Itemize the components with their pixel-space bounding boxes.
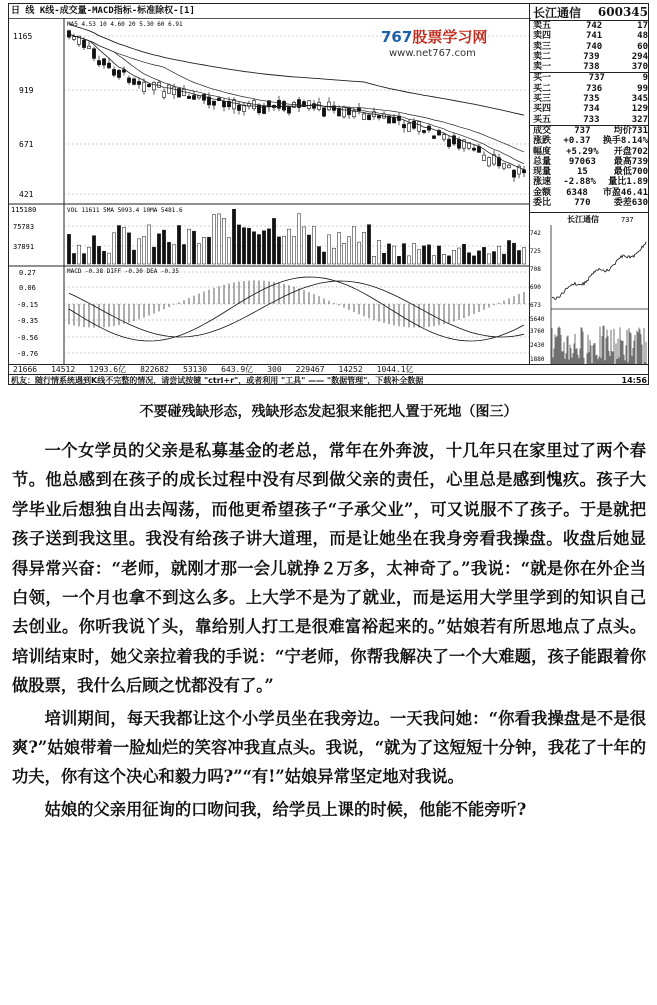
mini-axis-label: 2430 [530,342,545,349]
volume-bar [482,247,485,264]
candle-body [112,69,115,75]
volume-bar [452,250,455,264]
quote-cell: 量比 [608,177,627,188]
candle-body [192,95,195,99]
candle-body [447,139,450,146]
mini-axis-label: 725 [530,248,541,255]
volume-bar [197,244,200,264]
volume-bar [382,253,385,264]
volume-bar [127,233,130,264]
macd-dea-line [69,281,524,337]
candle-body [147,84,150,86]
candle-body [87,46,90,48]
quote-row [530,62,649,72]
macd-axis-label: -0.35 [17,317,39,325]
quote-row [530,21,649,31]
quote-cell: 731 [631,125,648,136]
quote-row [530,84,649,94]
volume-bar [442,254,445,264]
candle-body [257,105,260,113]
watermark-url: www.net767.com [389,48,476,59]
volume-bar [67,234,70,264]
quote-row [530,52,649,62]
volume-bar [77,245,80,264]
candle-body [442,135,445,139]
volume-bar [82,254,85,264]
quote-cell: 涨跌 [533,136,552,147]
quote-cell: 15 [576,167,588,178]
volume-bar [297,214,300,264]
volume-bar [492,252,495,264]
candle-body [117,70,120,77]
quote-cell: 700 [631,167,648,178]
candle-body [152,82,155,89]
volume-bar [217,214,220,264]
quote-cell: 金额 [533,187,552,198]
quote-cell: -2.88% [563,177,596,188]
mini-axis-label: 5640 [530,316,545,323]
volume-bar [392,246,395,264]
quote-cell: 换手 [602,136,621,147]
quote-cell: 770 [574,198,591,209]
volume-legend: VOL 11611 5MA 5093.4 10MA 5481.6 [67,207,183,214]
candle-body [392,117,395,123]
candle-body [187,96,190,98]
candle-body [367,115,370,120]
quote-cell: 345 [631,94,648,105]
price-axis-label: 919 [19,86,34,95]
candle-body [162,92,165,98]
quote-cell: 735 [583,94,600,105]
quote-cell: 294 [631,51,648,62]
quote-cell: 1.89 [626,177,648,188]
macd-axis-label: -0.15 [17,301,39,309]
volume-bar [322,252,325,264]
quote-cell: 卖三 [533,41,552,52]
volume-bar [132,250,135,264]
watermark-text: 股票学习网 [412,28,488,46]
volume-bar [507,240,510,264]
volume-bar [187,229,190,264]
volume-bar [267,229,270,264]
candle-body [362,114,365,120]
volume-bar [222,218,225,264]
volume-bar [97,246,100,264]
quote-row [530,73,649,83]
volume-bar [422,246,425,264]
quote-cell: 737 [588,73,605,84]
candle-body [472,148,475,150]
quote-cell: 9 [642,73,648,84]
price-axis-label: 1165 [13,32,33,41]
price-axis-label: 671 [19,140,34,149]
volume-bar [107,253,110,264]
volume-bar [517,250,520,264]
candle-body [97,61,100,65]
status-item: 643.9亿 [221,365,254,374]
volume-bar [242,228,245,264]
quote-cell: 成交 [533,125,552,136]
quote-cell: 17 [637,21,648,31]
status-item: 229467 [295,365,325,374]
tip-bar [9,374,649,385]
volume-bar [117,226,120,264]
volume-bar [472,256,475,264]
quote-cell: 买四 [533,104,552,115]
quote-row [530,31,649,41]
volume-bar [457,248,460,264]
paragraph: 一个女学员的父亲是私募基金的老总，常年在外奔波，十几年只在家里过了两个春节。他总感到在孩子的成长过程中没有尽到做父亲的责任，心里总是感到愧疚。孩子大学毕业后想独自出去闯荡，而他更希望孩子“子承父业”，可又说服不了孩子。于是就把孩子送到我这里。我没有给孩子讲大道理，而是让她坐在我身旁看我操盘。收盘后她显得异常兴奋：“老师，就刚才那一会儿就挣２万多，太神奇了。”我说：“就是你在外企当白领，一个月也拿不到这么多。上大学不是为了就业，而是运用大学里学到的知识自己去创业。你听我说丫头，靠给别人打工是很难富裕起来的。”姑娘若有所思地点了点头。培训结束时，她父亲拉着我的手说：“宁老师，你帮我解决了一个大难题，孩子能跟着你做股票，我什么后顾之忧都没有了。” [12,441,646,696]
candle-body [237,105,240,110]
volume-bar [362,232,365,264]
mini-axis-label: 1880 [530,356,545,363]
status-item: 822682 [140,365,169,374]
volume-bar [287,229,290,264]
watermark-number: 767 [381,28,413,46]
volume-bar [177,226,180,264]
volume-bar [227,238,230,264]
volume-bar [312,227,315,264]
volume-bar [372,256,375,264]
candle-body [407,123,410,131]
quote-cell: 733 [583,114,600,125]
candle-body [102,59,105,65]
volume-bar [207,237,210,264]
quote-cell: 买五 [533,114,552,125]
quote-cell: 买一 [533,73,552,84]
quote-cell: 卖四 [533,31,552,42]
candle-body [507,165,510,168]
macd-legend: MACD -0.38 DIFF -0.30 DEA -0.35 [67,268,179,275]
volume-bar [477,251,480,264]
volume-bar [407,256,410,264]
quote-cell: 630 [631,198,648,209]
volume-bar [412,243,415,264]
quote-row [530,94,649,104]
status-item: 1293.6亿 [89,365,127,374]
volume-bar [72,253,75,264]
quote-row [530,198,649,208]
volume-bar [172,245,175,264]
volume-bar [247,228,250,264]
volume-bar [277,237,280,264]
candle-body [172,87,175,95]
volume-bar [307,235,310,264]
volume-bar [462,244,465,264]
quote-cell: 739 [631,156,648,167]
volume-bar [347,237,350,264]
quote-cell: 734 [583,104,600,115]
stock-chart-figure [8,3,649,385]
quote-cell: 委比 [533,198,552,209]
volume-bar [352,227,355,264]
quote-row [530,157,649,167]
quote-cell: 740 [585,41,603,52]
quote-cell: +5.29% [566,146,599,157]
candle-body [502,163,505,168]
quote-cell: 市盈 [602,187,621,198]
quote-cell: 买三 [533,94,552,105]
quote-cell: 739 [583,51,600,62]
candle-body [92,49,95,59]
mini-axis-label: 690 [530,284,541,291]
quote-cell: 327 [631,114,648,125]
volume-bar [262,231,265,264]
quote-row [530,115,649,125]
candle-body [487,157,490,165]
volume-bar [282,236,285,264]
quote-cell: +0.37 [563,136,591,147]
status-item: 14252 [338,365,363,374]
quote-cell: 最低 [613,167,632,178]
quote-cell: 均价 [613,125,632,136]
mini-axis-label: 742 [530,230,541,237]
quote-cell: 46.41 [620,187,648,198]
quote-cell: 涨速 [533,177,552,188]
volume-bar [467,253,470,264]
candle-body [417,122,420,132]
volume-bar [292,237,295,264]
quote-cell: 现量 [533,167,552,178]
mini-price: 737 [621,216,634,224]
candle-body [212,101,215,105]
candle-body [132,79,135,85]
candle-body [82,40,85,47]
volume-bar [122,228,125,264]
candle-body [137,81,140,84]
quote-cell: 742 [585,21,603,31]
quote-row [530,188,649,198]
candle-body [457,139,460,148]
candle-body [307,101,310,109]
stats-list [530,126,649,208]
quote-row [530,167,649,177]
volume-bar [437,246,440,264]
quote-cell: 741 [585,31,603,42]
volume-bar [92,236,95,264]
candle-body [422,130,425,132]
status-item: 14512 [51,365,76,374]
status-item: 21666 [13,365,38,374]
volume-bar [327,235,330,264]
ma-legend: MA5 4.53 10 4.60 20 5.30 60 6.91 [67,21,183,28]
article-body [12,436,646,824]
candle-body [107,63,110,68]
candle-body [342,107,345,117]
volume-bar [147,225,150,264]
ask-list [530,21,649,72]
candle-body [412,121,415,128]
volume-bar [202,237,205,264]
volume-bar [102,251,105,264]
quote-cell: 总量 [533,156,552,167]
quote-cell: 开盘 [613,146,632,157]
volume-bar [182,245,185,264]
quote-cell: 99 [637,83,648,94]
volume-bar [387,244,390,264]
candle-body [182,89,185,95]
quote-cell: 卖二 [533,51,552,62]
mini-axis-label: 673 [530,302,541,309]
quote-row [530,104,649,114]
volume-axis-label: 37891 [13,243,35,251]
paragraph: 姑娘的父亲用征询的口吻问我，给学员上课的时候，他能不能旁听? [44,799,527,819]
candle-body [322,108,325,116]
mini-price-line [552,242,646,299]
candle-body [167,85,170,93]
quote-cell: 6348 [566,187,588,198]
volume-bar [502,254,505,264]
clock: 14:56 [621,376,647,385]
volume-bar [332,248,335,264]
volume-bar [142,237,145,264]
candle-body [127,78,130,83]
watermark-logo [381,26,487,47]
macd-axis-label: -0.56 [17,334,39,342]
candle-body [482,155,485,160]
volume-bar [272,218,275,264]
volume-bar [317,247,320,264]
quote-cell: 最高 [613,156,632,167]
macd-diff-line [69,277,524,341]
quote-cell: 60 [637,41,648,52]
chart-header: 日 线 K线-成交量-MACD指标-标准除权-[1] [9,4,531,19]
tip-text: 机友：随行情系统遇到K线不完整的情况，请尝试按键 "ctrl+r"，或者利用 "工具" —— "数据管理"，下载补全数据 [11,376,424,385]
quote-cell: 370 [631,62,648,73]
quote-cell: 卖一 [533,62,552,73]
volume-bar [357,242,360,264]
volume-axis-label: 115180 [11,206,37,214]
volume-bar [367,225,370,264]
volume-bar [157,234,160,264]
volume-bar [252,232,255,264]
candle-body [347,108,350,115]
volume-bar [397,256,400,264]
quote-cell: 48 [637,31,648,42]
volume-axis-label: 75783 [13,223,35,231]
candle-body [142,82,145,91]
candle-body [292,102,295,107]
price-axis-label: 421 [19,190,34,199]
volume-bar [237,225,240,264]
mini-axis-label: 3760 [530,328,545,335]
volume-bar [342,243,345,264]
quote-row [530,42,649,52]
status-item: 53130 [183,365,208,374]
volume-bar [447,256,450,264]
quote-cell: 委差 [613,198,632,209]
macd-axis-label: 0.27 [19,269,36,277]
volume-bar [432,256,435,264]
volume-bar [402,244,405,264]
candle-body [287,107,290,114]
quote-title [530,4,649,21]
volume-bar [152,247,155,264]
candle-body [522,170,525,173]
candle-body [197,96,200,98]
quote-cell: 702 [631,146,648,157]
volume-bar [232,209,235,264]
volume-bar [212,215,215,264]
mini-title: 长江通信 [567,215,599,224]
quote-cell: 幅度 [533,146,552,157]
quote-cell: 97063 [568,156,596,167]
macd-axis-label: -0.76 [17,350,39,358]
candle-body [512,170,515,177]
quote-row [530,177,649,187]
candle-body [72,37,75,40]
volume-bar [87,247,90,264]
candle-body [222,101,225,107]
bid-list [530,73,649,124]
volume-bar [512,243,515,264]
status-item: 300 [267,365,282,374]
candle-body [202,94,205,100]
quote-cell: 买二 [533,83,552,94]
quote-cell: 8.14% [620,136,648,147]
candle-body [402,124,405,127]
quote-row [530,136,649,146]
paragraph: 培训期间，每天我都让这个小学员坐在我旁边。一天我问她：“你看我操盘是不是很爽?”姑娘带着一脸灿烂的笑容冲我直点头。我说，“就为了这短短十分钟，我花了十年的功夫，你有这个决心和毅力吗?”“有!”姑娘异常坚定地对我说。 [12,708,646,787]
macd-axis-label: 0.06 [19,284,36,292]
volume-bar [192,231,195,264]
volume-bar [137,239,140,264]
quote-cell: 736 [585,83,603,94]
volume-bar [112,233,115,264]
volume-bar [257,235,260,264]
volume-bar [302,227,305,264]
stock-code: 600345 [597,5,648,19]
volume-bar [337,233,340,264]
quote-row [530,126,649,136]
volume-bar [377,240,380,264]
quote-row [530,147,649,157]
status-item: 1044.1亿 [376,365,414,374]
quote-cell: 卖五 [533,21,552,31]
volume-bar [417,250,420,264]
volume-bar [497,246,500,264]
volume-bar [167,242,170,264]
quote-cell: 129 [631,104,648,115]
mini-axis-label: 708 [530,266,541,273]
volume-bar [487,254,490,264]
intraday-mini-chart [529,212,649,365]
volume-bar [162,230,165,264]
quote-cell: 737 [574,125,591,136]
candle-body [432,136,435,139]
stock-name: 长江通信 [533,5,582,20]
volume-bar [522,248,525,264]
volume-bar [427,245,430,264]
figure-caption: 不要碰残缺形态，残缺形态发起狠来能把人置于死地（图三） [139,404,518,420]
candle-body [377,116,380,118]
quote-cell: 738 [583,62,600,73]
